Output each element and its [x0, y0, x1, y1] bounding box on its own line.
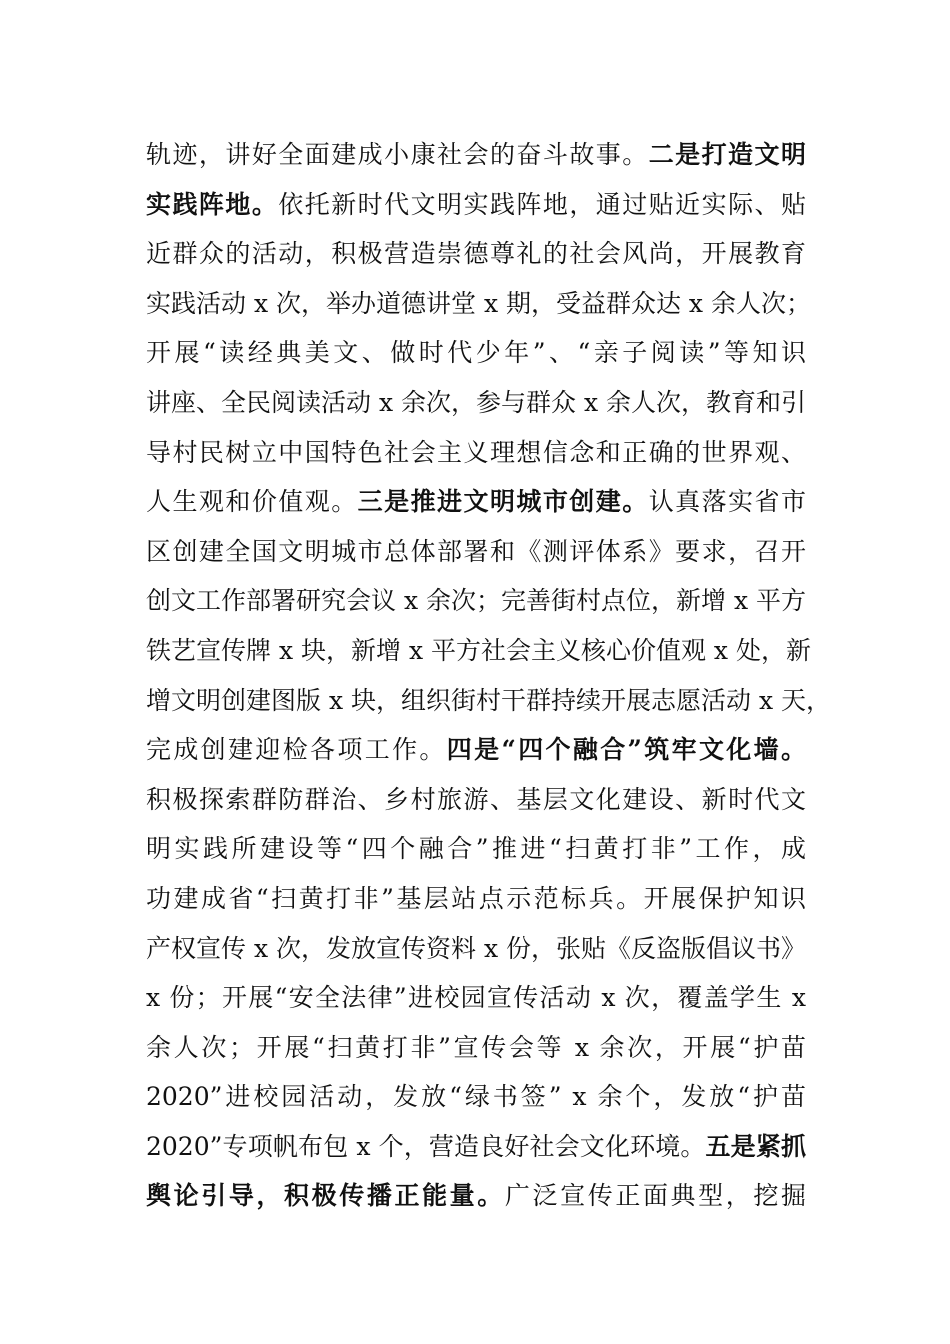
text-line [146, 477, 806, 527]
body-text: 人生观和价值观。 [146, 487, 358, 517]
text-line [146, 775, 806, 825]
body-text: 功建成省“扫黄打非”基层站点示范标兵。开展保护知识 [146, 883, 806, 913]
body-text: 创文工作部署研究会议 x 余次；完善街村点位，新增 x 平方 [146, 586, 806, 616]
text-line [146, 824, 806, 874]
bold-heading-text: 五是紧抓 [705, 1131, 806, 1161]
body-text: 2020”进校园活动，发放“绿书签” x 余个，发放“护苗 [146, 1082, 806, 1112]
text-line [146, 428, 806, 478]
body-text: 轨迹，讲好全面建成小康社会的奋斗故事。 [146, 140, 649, 169]
text-line [146, 874, 806, 924]
text-line [146, 626, 811, 676]
text-line [146, 1122, 806, 1172]
text-line [146, 576, 806, 626]
body-text: 近群众的活动，积极营造崇德尊礼的社会风尚，开展教育 [146, 239, 806, 269]
text-line [146, 1023, 806, 1073]
document-body [146, 130, 831, 1221]
text-line [146, 1072, 806, 1122]
body-text: 完成创建迎检各项工作。 [146, 735, 447, 765]
body-text: 区创建全国文明城市总体部署和《测评体系》要求，召开 [146, 536, 806, 566]
text-line [146, 676, 831, 726]
text-line [146, 973, 806, 1023]
body-text: 依托新时代文明实践阵地，通过贴近实际、贴 [278, 189, 806, 219]
text-line [146, 924, 806, 974]
text-line [146, 328, 806, 378]
body-text: 余人次；开展“扫黄打非”宣传会等 x 余次，开展“护苗 [146, 1032, 806, 1062]
text-line [146, 527, 806, 577]
body-text: 开展“读经典美文、做时代少年”、“亲子阅读”等知识 [146, 338, 806, 368]
text-line [146, 130, 806, 180]
body-text: 增文明创建图版 x 块，组织街村干群持续开展志愿活动 x 天， [146, 685, 831, 715]
text-line [146, 378, 806, 428]
body-text: 实践活动 x 次，举办道德讲堂 x 期，受益群众达 x 余人次； [146, 288, 811, 318]
text-line [146, 725, 806, 775]
body-text: 讲座、全民阅读活动 x 余次，参与群众 x 余人次，教育和引 [146, 387, 806, 417]
body-text: 明实践所建设等“四个融合”推进“扫黄打非”工作，成 [146, 834, 806, 864]
body-text: 认真落实省市 [648, 487, 806, 517]
text-line [146, 229, 806, 279]
bold-heading-text: 实践阵地。 [146, 189, 279, 219]
body-text: 铁艺宣传牌 x 块，新增 x 平方社会主义核心价值观 x 处，新 [146, 635, 811, 665]
body-text: 积极探索群防群治、乡村旅游、基层文化建设、新时代文 [146, 784, 806, 814]
bold-heading-text: 三是推进文明城市创建。 [357, 487, 649, 517]
body-text: 产权宣传 x 次，发放宣传资料 x 份，张贴《反盗版倡议书》 [146, 933, 806, 963]
text-line [146, 180, 806, 230]
text-line [146, 279, 811, 329]
text-line [146, 1171, 806, 1221]
body-text: 2020”专项帆布包 x 个，营造良好社会文化环境。 [146, 1131, 706, 1161]
body-text: x 份；开展“安全法律”进校园宣传活动 x 次，覆盖学生 x [146, 983, 806, 1013]
bold-heading-text: 舆论引导，积极传播正能量。 [146, 1181, 505, 1211]
body-text: 广泛宣传正面典型，挖掘 [504, 1181, 806, 1211]
bold-heading-text: 四是“四个融合”筑牢文化墙。 [446, 735, 806, 765]
body-text: 导村民树立中国特色社会主义理想信念和正确的世界观、 [146, 437, 806, 467]
bold-heading-text: 二是打造文明 [648, 140, 806, 169]
